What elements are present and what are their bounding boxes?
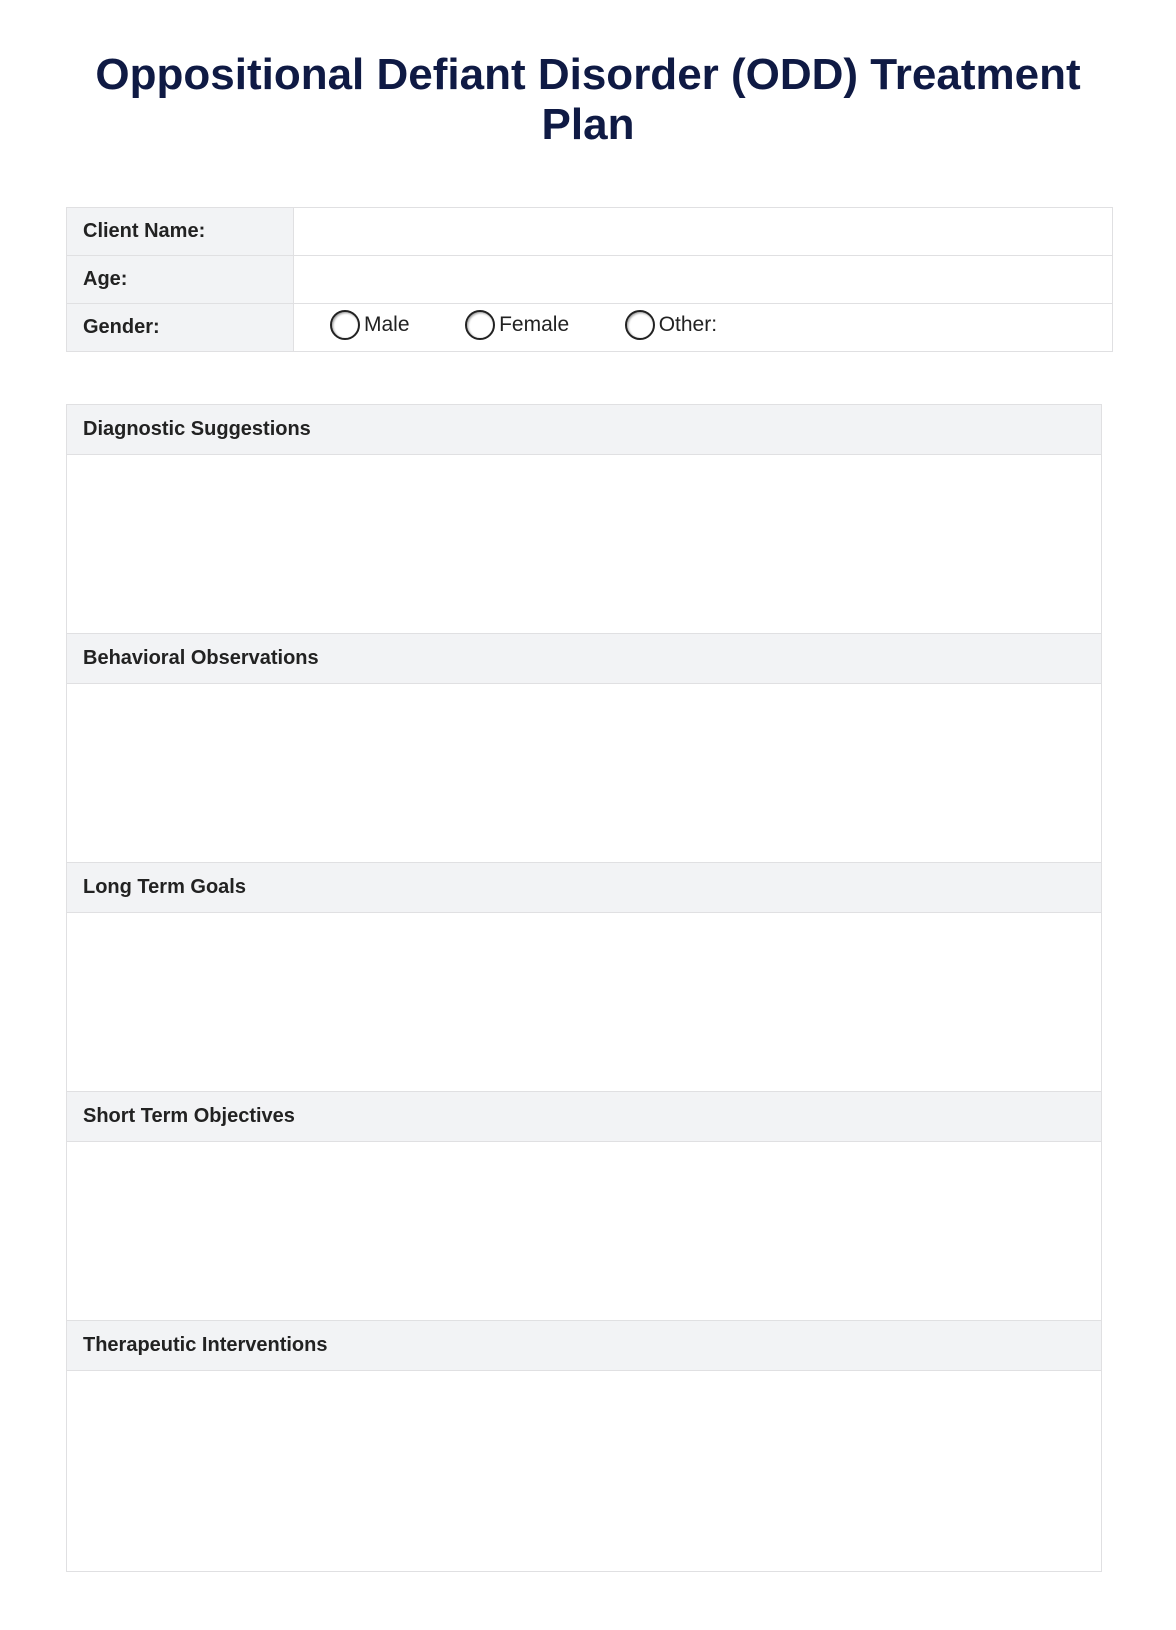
section-header: Therapeutic Interventions bbox=[67, 1321, 1101, 1371]
section-header: Diagnostic Suggestions bbox=[67, 405, 1101, 455]
radio-circle-icon bbox=[465, 310, 495, 340]
section-body-field[interactable] bbox=[67, 684, 1101, 863]
gender-radio-other[interactable] bbox=[625, 310, 717, 340]
gender-radio-female[interactable] bbox=[465, 310, 569, 340]
client-name-field[interactable] bbox=[294, 208, 1113, 256]
radio-label: Female bbox=[499, 312, 570, 336]
section-header: Behavioral Observations bbox=[67, 634, 1101, 684]
radio-label: Male bbox=[364, 312, 410, 336]
gender-radio-male[interactable] bbox=[330, 310, 410, 340]
client-name-label: Client Name: bbox=[67, 208, 294, 256]
gender-options bbox=[294, 304, 1113, 352]
client-info-table bbox=[66, 207, 1113, 352]
gender-row bbox=[67, 304, 1113, 352]
section-body-field[interactable] bbox=[67, 455, 1101, 634]
radio-label: Other: bbox=[658, 312, 718, 336]
age-row bbox=[67, 256, 1113, 304]
gender-label: Gender: bbox=[67, 304, 294, 352]
section-short-term-objectives bbox=[67, 1092, 1101, 1321]
section-header: Short Term Objectives bbox=[67, 1092, 1101, 1142]
section-header: Long Term Goals bbox=[67, 863, 1101, 913]
client-name-row bbox=[67, 208, 1113, 256]
section-behavioral-observations bbox=[67, 634, 1101, 863]
plan-sections bbox=[66, 404, 1102, 1572]
section-body-field[interactable] bbox=[67, 1371, 1101, 1571]
section-body-field[interactable] bbox=[67, 1142, 1101, 1321]
page-title: Oppositional Defiant Disorder (ODD) Treatment Plan bbox=[95, 50, 1081, 149]
section-therapeutic-interventions bbox=[67, 1321, 1101, 1571]
section-long-term-goals bbox=[67, 863, 1101, 1092]
age-field[interactable] bbox=[294, 256, 1113, 304]
section-diagnostic-suggestions bbox=[67, 405, 1101, 634]
age-label: Age: bbox=[67, 256, 294, 304]
radio-circle-icon bbox=[625, 310, 655, 340]
section-body-field[interactable] bbox=[67, 913, 1101, 1092]
radio-circle-icon bbox=[330, 310, 360, 340]
